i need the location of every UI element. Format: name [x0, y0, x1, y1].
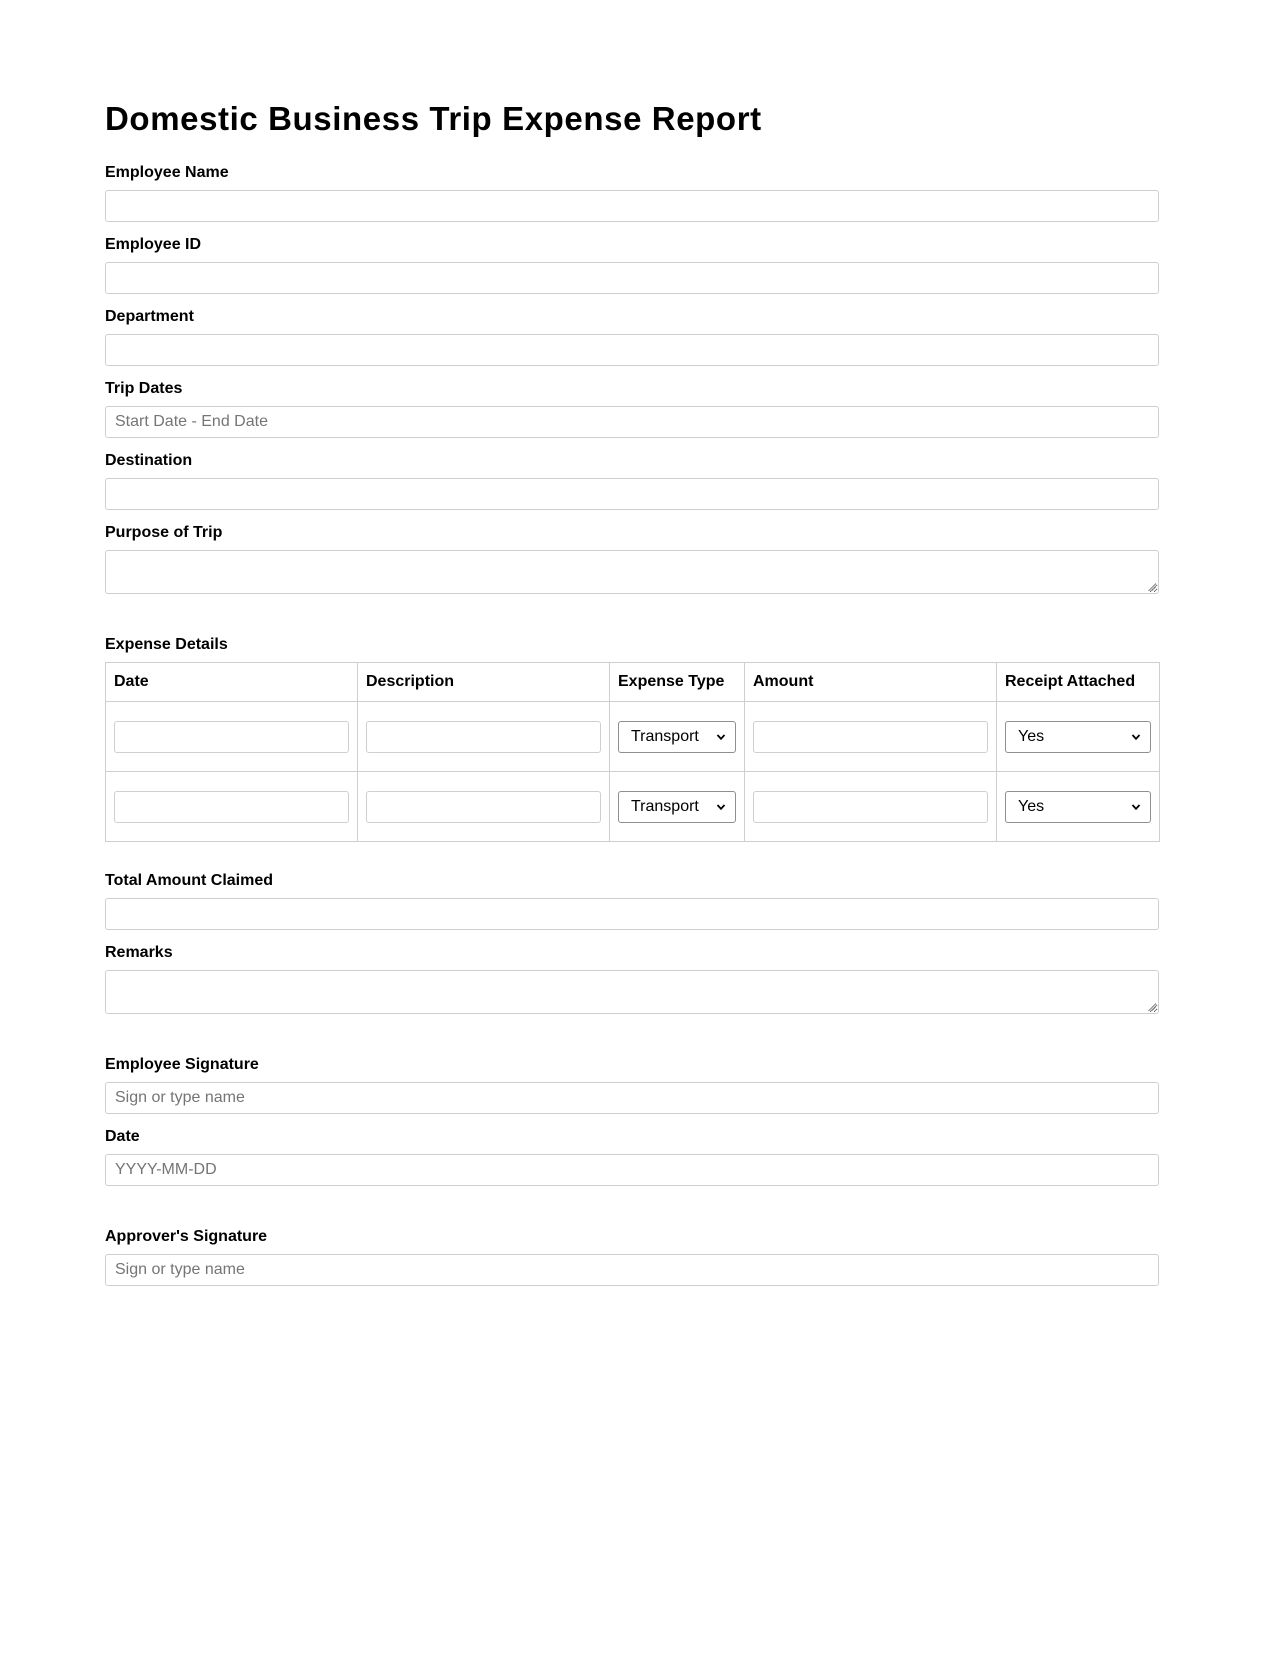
total-amount-input[interactable]	[105, 898, 1159, 930]
trip-dates-input[interactable]	[105, 406, 1159, 438]
purpose-textarea[interactable]	[105, 550, 1159, 594]
receipt-attached-value: Yes	[1018, 797, 1045, 815]
expense-amount-input[interactable]	[753, 721, 988, 753]
destination-label: Destination	[105, 452, 193, 469]
remarks-label: Remarks	[105, 944, 173, 961]
chevron-down-icon	[716, 732, 726, 742]
expense-description-input[interactable]	[366, 791, 601, 823]
table-row	[106, 702, 1160, 772]
chevron-down-icon	[1131, 802, 1141, 812]
column-header-date: Date	[106, 663, 358, 702]
receipt-attached-select[interactable]	[1005, 791, 1151, 823]
remarks-textarea[interactable]	[105, 970, 1159, 1014]
column-header-expense-type: Expense Type	[610, 663, 745, 702]
expense-table-header	[106, 663, 1160, 702]
column-header-amount: Amount	[745, 663, 997, 702]
employee-name-input[interactable]	[105, 190, 1159, 222]
receipt-attached-select[interactable]	[1005, 721, 1151, 753]
table-row	[106, 772, 1160, 842]
receipt-attached-value: Yes	[1018, 727, 1045, 745]
expense-table	[105, 662, 1160, 842]
employee-signature-input[interactable]	[105, 1082, 1159, 1114]
employee-id-input[interactable]	[105, 262, 1159, 294]
approver-signature-input[interactable]	[105, 1254, 1159, 1286]
department-label: Department	[105, 308, 194, 325]
chevron-down-icon	[1131, 732, 1141, 742]
signature-date-input[interactable]	[105, 1154, 1159, 1186]
chevron-down-icon	[716, 802, 726, 812]
column-header-receipt-attached: Receipt Attached	[997, 663, 1160, 702]
expense-details-label: Expense Details	[105, 636, 228, 653]
expense-description-input[interactable]	[366, 721, 601, 753]
expense-amount-input[interactable]	[753, 791, 988, 823]
expense-type-value: Transport	[631, 797, 699, 815]
approver-signature-label: Approver's Signature	[105, 1228, 268, 1245]
page-title: Domestic Business Trip Expense Report	[105, 100, 762, 137]
employee-signature-label: Employee Signature	[105, 1056, 259, 1073]
destination-input[interactable]	[105, 478, 1159, 510]
expense-type-value: Transport	[631, 727, 699, 745]
purpose-label: Purpose of Trip	[105, 524, 223, 541]
signature-date-label: Date	[105, 1128, 140, 1145]
total-amount-label: Total Amount Claimed	[105, 872, 273, 889]
trip-dates-label: Trip Dates	[105, 380, 183, 397]
department-input[interactable]	[105, 334, 1159, 366]
expense-type-select[interactable]	[618, 721, 736, 753]
employee-id-label: Employee ID	[105, 236, 202, 253]
employee-name-label: Employee Name	[105, 164, 229, 181]
expense-date-input[interactable]	[114, 791, 349, 823]
expense-type-select[interactable]	[618, 791, 736, 823]
column-header-description: Description	[358, 663, 610, 702]
expense-date-input[interactable]	[114, 721, 349, 753]
